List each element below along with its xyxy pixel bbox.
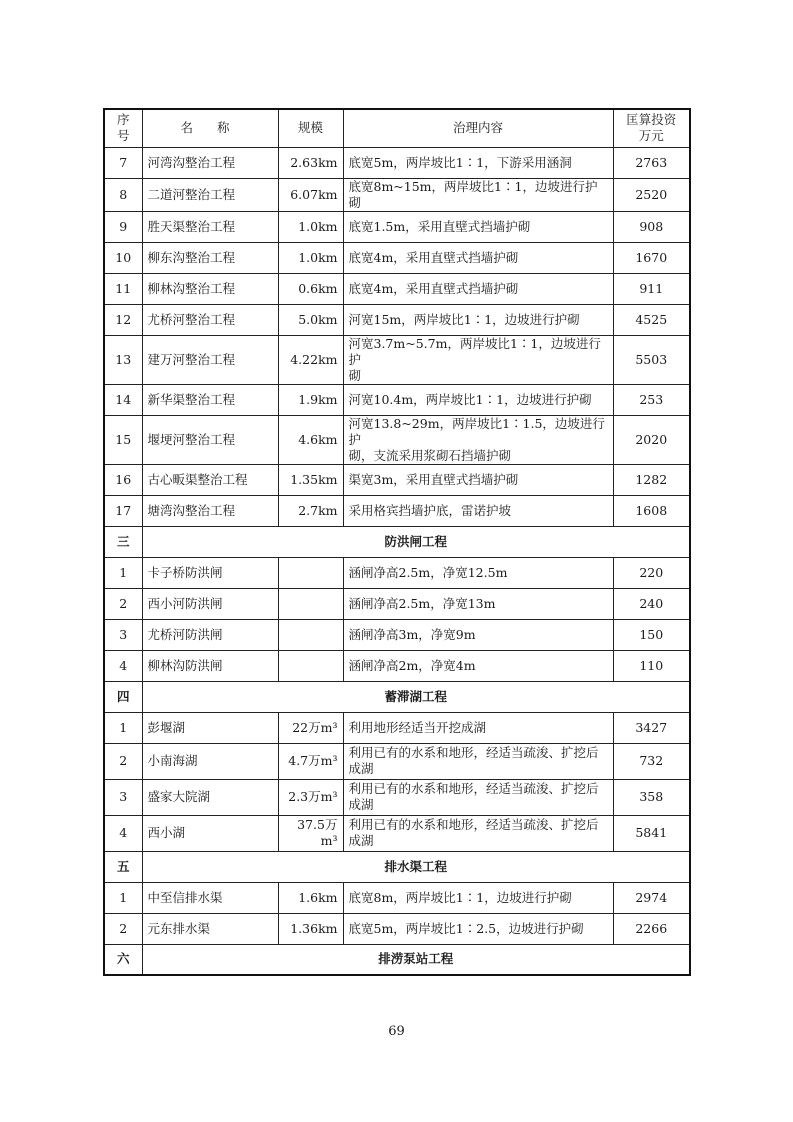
row-number: 13	[104, 335, 142, 384]
project-content-line: 底宽8m~15m，两岸坡比1∶1，边坡进行护砌	[348, 178, 598, 210]
project-investment: 2520	[613, 178, 690, 211]
section-number: 六	[104, 944, 142, 975]
project-content-line: 涵闸净高3m，净宽9m	[348, 626, 476, 642]
row-number: 4	[104, 650, 142, 681]
row-number: 12	[104, 304, 142, 335]
table-header-row	[104, 109, 690, 147]
project-content-line: 底宽4m，采用直壁式挡墙护砌	[348, 280, 519, 296]
table-row	[104, 619, 690, 650]
project-content	[343, 464, 613, 495]
table-row	[104, 178, 690, 211]
header-no	[104, 109, 142, 147]
project-content	[343, 495, 613, 526]
table-row	[104, 779, 690, 815]
project-content-line: 河宽13.8~29m，两岸坡比1∶1.5，边坡进行护	[348, 415, 605, 447]
table-row	[104, 211, 690, 242]
project-investment: 2020	[613, 415, 690, 464]
project-scale	[278, 557, 343, 588]
project-scale	[278, 650, 343, 681]
project-content-line: 砌，支流采用浆砌石挡墙护砌	[348, 447, 512, 463]
project-content-line: 底宽5m，两岸坡比1∶1，下游采用涵洞	[348, 154, 572, 170]
project-content	[343, 882, 613, 913]
project-content	[343, 242, 613, 273]
project-table	[103, 108, 691, 976]
row-number: 1	[104, 712, 142, 743]
table-row	[104, 384, 690, 415]
row-number: 7	[104, 147, 142, 178]
project-investment: 2266	[613, 913, 690, 944]
project-name: 西小湖	[142, 815, 278, 851]
project-investment: 5841	[613, 815, 690, 851]
project-scale: 2.3万m³	[278, 779, 343, 815]
project-name: 小南海湖	[142, 743, 278, 779]
project-content	[343, 304, 613, 335]
row-number: 2	[104, 913, 142, 944]
project-scale: 1.35km	[278, 464, 343, 495]
row-number: 2	[104, 588, 142, 619]
project-content	[343, 779, 613, 815]
project-name: 尤桥河防洪闸	[142, 619, 278, 650]
project-investment: 5503	[613, 335, 690, 384]
project-content	[343, 335, 613, 384]
project-content-line: 成湖	[348, 833, 374, 848]
table-row	[104, 464, 690, 495]
project-name: 胜天渠整治工程	[142, 211, 278, 242]
project-investment: 358	[613, 779, 690, 815]
project-name: 卡子桥防洪闸	[142, 557, 278, 588]
project-investment: 4525	[613, 304, 690, 335]
project-name: 柳林沟防洪闸	[142, 650, 278, 681]
table-row	[104, 913, 690, 944]
row-number: 11	[104, 273, 142, 304]
row-number: 4	[104, 815, 142, 851]
header-investment-line-2: 万元	[638, 128, 664, 144]
project-investment: 2974	[613, 882, 690, 913]
table-row	[104, 242, 690, 273]
project-name: 盛家大院湖	[142, 779, 278, 815]
project-scale: 1.0km	[278, 242, 343, 273]
row-number: 15	[104, 415, 142, 464]
section-title: 防洪闸工程	[142, 526, 690, 557]
table-row	[104, 273, 690, 304]
project-content-line: 渠宽3m，采用直壁式挡墙护砌	[348, 471, 519, 487]
project-scale: 1.9km	[278, 384, 343, 415]
project-content-line: 底宽1.5m，采用直壁式挡墙护砌	[348, 218, 531, 234]
project-content-line: 底宽8m，两岸坡比1∶1，边坡进行护砌	[348, 889, 572, 905]
project-investment: 220	[613, 557, 690, 588]
header-no-line-1: 序	[116, 112, 130, 128]
project-content-line: 利用已有的水系和地形，经适当疏浚、扩挖后	[348, 817, 599, 832]
project-name: 中至信排水渠	[142, 882, 278, 913]
project-content	[343, 178, 613, 211]
project-content	[343, 619, 613, 650]
section-number: 四	[104, 681, 142, 712]
row-number: 2	[104, 743, 142, 779]
project-content-line: 河宽15m，两岸坡比1∶1，边坡进行护砌	[348, 311, 580, 327]
project-investment: 2763	[613, 147, 690, 178]
project-content	[343, 712, 613, 743]
project-name: 西小河防洪闸	[142, 588, 278, 619]
table-row	[104, 415, 690, 464]
page-number: 69	[388, 1024, 405, 1039]
section-title: 蓄滞湖工程	[142, 681, 690, 712]
table-row	[104, 650, 690, 681]
project-name: 彭堰湖	[142, 712, 278, 743]
project-content-line: 利用已有的水系和地形，经适当疏浚、扩挖后	[348, 781, 599, 796]
header-name-text: 名 称	[180, 120, 240, 136]
project-content	[343, 415, 613, 464]
project-scale: 1.0km	[278, 211, 343, 242]
project-name: 古心畈渠整治工程	[142, 464, 278, 495]
table-row	[104, 495, 690, 526]
project-content-line: 底宽4m，采用直壁式挡墙护砌	[348, 249, 519, 265]
table-row	[104, 743, 690, 779]
project-name: 柳东沟整治工程	[142, 242, 278, 273]
table-body	[104, 109, 690, 975]
section-row	[104, 851, 690, 882]
project-name: 河湾沟整治工程	[142, 147, 278, 178]
row-number: 3	[104, 619, 142, 650]
project-scale: 2.7km	[278, 495, 343, 526]
project-content	[343, 211, 613, 242]
project-name: 堰埂河整治工程	[142, 415, 278, 464]
row-number: 1	[104, 882, 142, 913]
project-scale	[278, 588, 343, 619]
project-scale: 37.5万m³	[278, 815, 343, 851]
row-number: 10	[104, 242, 142, 273]
section-row	[104, 681, 690, 712]
project-investment: 253	[613, 384, 690, 415]
table-row	[104, 304, 690, 335]
row-number: 16	[104, 464, 142, 495]
project-scale: 5.0km	[278, 304, 343, 335]
project-investment: 240	[613, 588, 690, 619]
project-content	[343, 588, 613, 619]
project-content-line: 涵闸净高2m，净宽4m	[348, 657, 476, 673]
project-content	[343, 743, 613, 779]
project-content-line: 成湖	[348, 797, 374, 812]
project-content	[343, 557, 613, 588]
project-investment: 911	[613, 273, 690, 304]
project-investment: 110	[613, 650, 690, 681]
project-name: 元东排水渠	[142, 913, 278, 944]
project-name: 塘湾沟整治工程	[142, 495, 278, 526]
project-name: 新华渠整治工程	[142, 384, 278, 415]
project-content-line: 底宽5m，两岸坡比1∶2.5，边坡进行护砌	[348, 920, 584, 936]
project-name: 柳林沟整治工程	[142, 273, 278, 304]
project-investment: 3427	[613, 712, 690, 743]
project-content-line: 采用格宾挡墙护底，雷诺护坡	[348, 502, 512, 518]
table-row	[104, 815, 690, 851]
header-content: 治理内容	[343, 109, 613, 147]
project-content-line: 利用地形经适当开挖成湖	[348, 719, 487, 735]
header-scale: 规模	[278, 109, 343, 147]
project-content	[343, 384, 613, 415]
row-number: 1	[104, 557, 142, 588]
project-scale: 4.7万m³	[278, 743, 343, 779]
project-scale: 22万m³	[278, 712, 343, 743]
project-scale: 4.22km	[278, 335, 343, 384]
project-content-line: 涵闸净高2.5m，净宽13m	[348, 595, 496, 611]
header-no-line-2: 号	[116, 128, 130, 144]
project-content	[343, 815, 613, 851]
row-number: 9	[104, 211, 142, 242]
project-scale: 1.6km	[278, 882, 343, 913]
table-row	[104, 147, 690, 178]
project-investment: 908	[613, 211, 690, 242]
section-row	[104, 944, 690, 975]
project-scale: 0.6km	[278, 273, 343, 304]
project-name: 尤桥河整治工程	[142, 304, 278, 335]
project-scale	[278, 619, 343, 650]
header-name	[142, 109, 278, 147]
project-investment: 732	[613, 743, 690, 779]
project-content	[343, 147, 613, 178]
project-content-line: 成湖	[348, 761, 374, 776]
project-content	[343, 273, 613, 304]
table-row	[104, 588, 690, 619]
project-scale: 4.6km	[278, 415, 343, 464]
section-number: 三	[104, 526, 142, 557]
project-scale: 2.63km	[278, 147, 343, 178]
table-row	[104, 557, 690, 588]
row-number: 3	[104, 779, 142, 815]
project-scale: 6.07km	[278, 178, 343, 211]
project-content-line: 河宽3.7m~5.7m，两岸坡比1∶1，边坡进行护	[348, 335, 601, 367]
project-investment: 1608	[613, 495, 690, 526]
table-row	[104, 882, 690, 913]
section-title: 排水渠工程	[142, 851, 690, 882]
row-number: 14	[104, 384, 142, 415]
row-number: 17	[104, 495, 142, 526]
project-scale: 1.36km	[278, 913, 343, 944]
header-investment	[613, 109, 690, 147]
header-investment-line-1: 匡算投资	[626, 112, 677, 128]
project-investment: 150	[613, 619, 690, 650]
project-investment: 1282	[613, 464, 690, 495]
section-title: 排涝泵站工程	[142, 944, 690, 975]
row-number: 8	[104, 178, 142, 211]
table-row	[104, 712, 690, 743]
project-investment: 1670	[613, 242, 690, 273]
project-content-line: 涵闸净高2.5m，净宽12.5m	[348, 564, 508, 580]
project-content	[343, 650, 613, 681]
section-number: 五	[104, 851, 142, 882]
table-row	[104, 335, 690, 384]
project-content-line: 砌	[348, 367, 362, 383]
project-content-line: 河宽10.4m，两岸坡比1∶1，边坡进行护砌	[348, 391, 592, 407]
project-content-line: 利用已有的水系和地形，经适当疏浚、扩挖后	[348, 745, 599, 760]
project-name: 建万河整治工程	[142, 335, 278, 384]
section-row	[104, 526, 690, 557]
project-name: 二道河整治工程	[142, 178, 278, 211]
project-content	[343, 913, 613, 944]
